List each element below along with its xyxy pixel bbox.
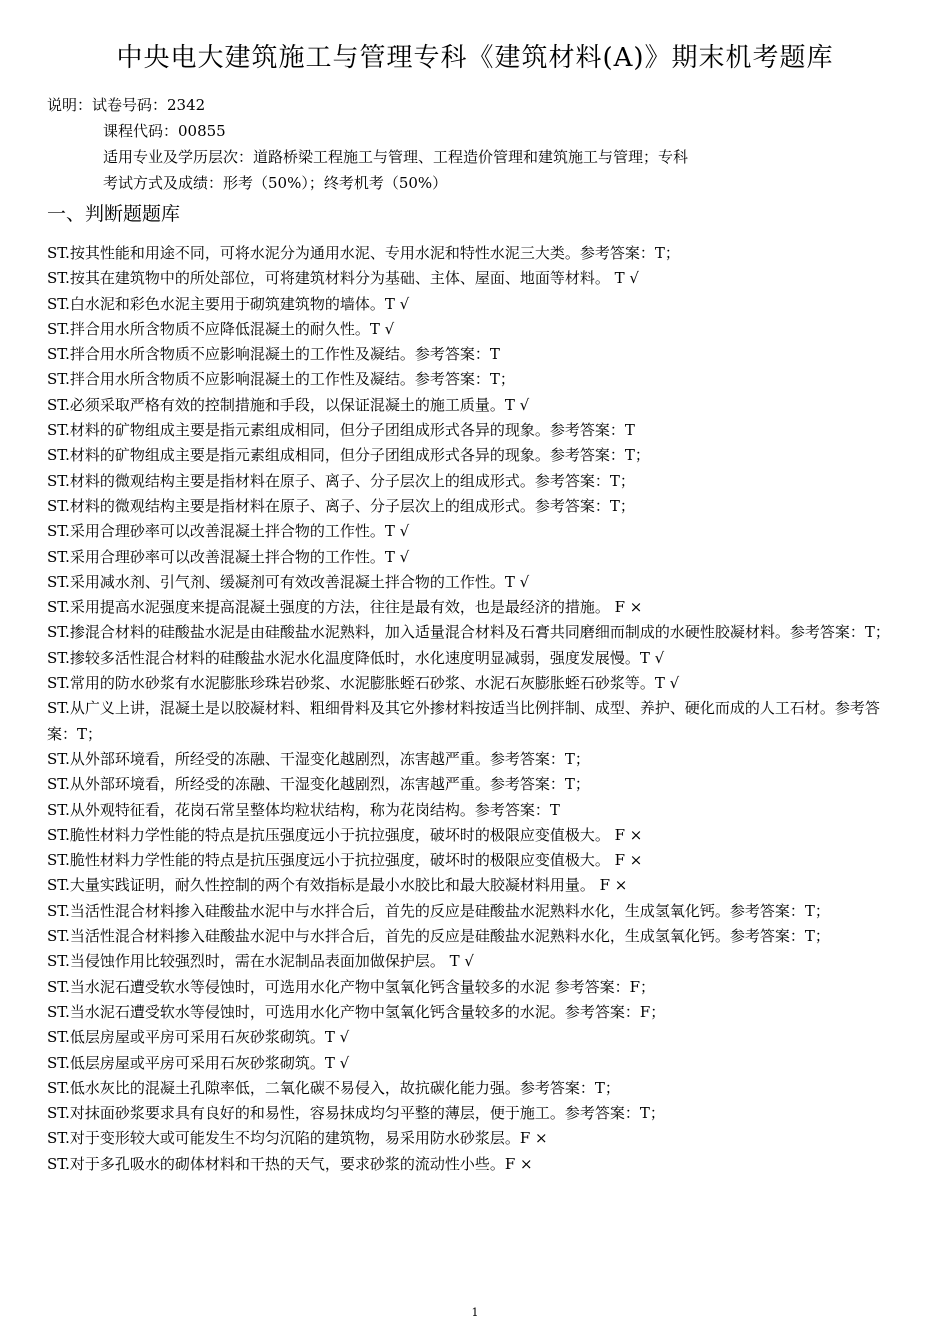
question-item: ST.按其性能和用途不同，可将水泥分为通用水泥、专用水泥和特性水泥三大类。参考答案：T； [47, 244, 680, 262]
page-number: 1 [471, 1306, 479, 1319]
exam-notes [47, 92, 688, 196]
question-item: ST.低层房屋或平房可采用石灰砂浆砌筑。T √ [47, 1028, 350, 1047]
question-item: ST.当水泥石遭受软水等侵蚀时，可选用水化产物中氢氧化钙含量较多的水泥。参考答案：F； [47, 1002, 666, 1021]
question-item: ST.拌合用水所含物质不应降低混凝土的耐久性。T √ [47, 319, 395, 338]
question-item: ST.采用合理砂率可以改善混凝土拌合物的工作性。T √ [47, 547, 410, 566]
question-list [47, 241, 909, 1177]
question-item: ST.材料的矿物组成主要是指元素组成相同，但分子团组成形式各异的现象。参考答案：T [47, 421, 635, 440]
course-code-note: 课程代码：00855 [103, 122, 226, 140]
question-item: ST.材料的微观结构主要是指材料在原子、离子、分子层次上的组成形式。参考答案：T； [47, 471, 635, 490]
question-item: ST.从外部环境看，所经受的冻融、干湿变化越剧烈，冻害越严重。参考答案：T； [47, 775, 590, 794]
question-item: ST.材料的矿物组成主要是指元素组成相同，但分子团组成形式各异的现象。参考答案：T； [47, 446, 650, 465]
question-item: ST.对于变形较大或可能发生不均匀沉陷的建筑物，易采用防水砂浆层。F × [47, 1129, 548, 1148]
question-item: ST.对抹面砂浆要求具有良好的和易性，容易抹成均匀平整的薄层，便于施工。参考答案：T； [47, 1104, 665, 1123]
question-item: ST.当侵蚀作用比较强烈时，需在水泥制品表面加做保护层。 T √ [47, 952, 474, 971]
question-item: ST.掺较多活性混合材料的硅酸盐水泥水化温度降低时，水化速度明显减弱，强度发展慢。T √ [47, 648, 665, 667]
question-item: ST.当活性混合材料掺入硅酸盐水泥中与水拌合后，首先的反应是硅酸盐水泥熟料水化，生成氢氧化钙。参考答案：T； [47, 901, 830, 920]
question-item: ST.从外部环境看，所经受的冻融、干湿变化越剧烈，冻害越严重。参考答案：T； [47, 749, 590, 768]
section-heading: 一、判断题题库 [47, 203, 181, 225]
question-item: ST.低层房屋或平房可采用石灰砂浆砌筑。T √ [47, 1053, 350, 1072]
question-item: ST.必须采取严格有效的控制措施和手段，以保证混凝土的施工质量。T √ [47, 395, 530, 414]
question-item: ST.采用提高水泥强度来提高混凝土强度的方法，往往是最有效，也是最经济的措施。 F × [47, 598, 643, 617]
question-item: ST.拌合用水所含物质不应影响混凝土的工作性及凝结。参考答案：T [47, 345, 500, 364]
question-item: ST.白水泥和彩色水泥主要用于砌筑建筑物的墙体。T √ [47, 294, 410, 313]
question-item: ST.拌合用水所含物质不应影响混凝土的工作性及凝结。参考答案：T； [47, 370, 515, 389]
question-item: ST.常用的防水砂浆有水泥膨胀珍珠岩砂浆、水泥膨胀蛭石砂浆、水泥石灰膨胀蛭石砂浆等。T √ [47, 674, 680, 693]
exam-number-note: 说明：试卷号码：2342 [47, 96, 206, 114]
question-item: ST.低水灰比的混凝土孔隙率低，二氧化碳不易侵入，故抗碳化能力强。参考答案：T； [47, 1078, 620, 1097]
question-item: ST.材料的微观结构主要是指材料在原子、离子、分子层次上的组成形式。参考答案：T； [47, 496, 635, 515]
assessment-note: 考试方式及成绩：形考（50%）；终考机考（50%） [103, 174, 448, 192]
applicable-majors-note: 适用专业及学历层次：道路桥梁工程施工与管理、工程造价管理和建筑施工与管理；专科 [103, 148, 689, 166]
question-item: ST.采用减水剂、引气剂、缓凝剂可有效改善混凝土拌合物的工作性。T √ [47, 572, 530, 591]
question-item: ST.从广义上讲，混凝土是以胶凝材料、粗细骨料及其它外掺材料按适当比例拌制、成型、养护、硬化而成的人工石材。参考答案：T； [47, 699, 880, 743]
page-title: 中央电大建筑施工与管理专科《建筑材料(A)》期末机考题库 [116, 43, 834, 73]
question-item: ST.从外观特征看，花岗石常呈整体均粒状结构，称为花岗结构。参考答案：T [47, 800, 560, 819]
question-item: ST.采用合理砂率可以改善混凝土拌合物的工作性。T √ [47, 522, 410, 541]
question-item: ST.脆性材料力学性能的特点是抗压强度远小于抗拉强度，破坏时的极限应变值极大。 F × [47, 851, 643, 870]
question-item: ST.当水泥石遭受软水等侵蚀时，可选用水化产物中氢氧化钙含量较多的水泥 参考答案：F； [47, 977, 656, 996]
question-item: ST.对于多孔吸水的砌体材料和干热的天气，要求砂浆的流动性小些。F × [47, 1154, 533, 1173]
question-item: ST.按其在建筑物中的所处部位，可将建筑材料分为基础、主体、屋面、地面等材料。 T √ [47, 269, 639, 288]
question-item: ST.大量实践证明，耐久性控制的两个有效指标是最小水胶比和最大胶凝材料用量。 F × [47, 876, 628, 895]
question-item: ST.脆性材料力学性能的特点是抗压强度远小于抗拉强度，破坏时的极限应变值极大。 F × [47, 825, 643, 844]
question-item: ST.当活性混合材料掺入硅酸盐水泥中与水拌合后，首先的反应是硅酸盐水泥熟料水化，生成氢氧化钙。参考答案：T； [47, 927, 830, 946]
question-item: ST.掺混合材料的硅酸盐水泥是由硅酸盐水泥熟料，加入适量混合材料及石膏共同磨细而制成的水硬性胶凝材料。参考答案：T； [47, 623, 890, 642]
